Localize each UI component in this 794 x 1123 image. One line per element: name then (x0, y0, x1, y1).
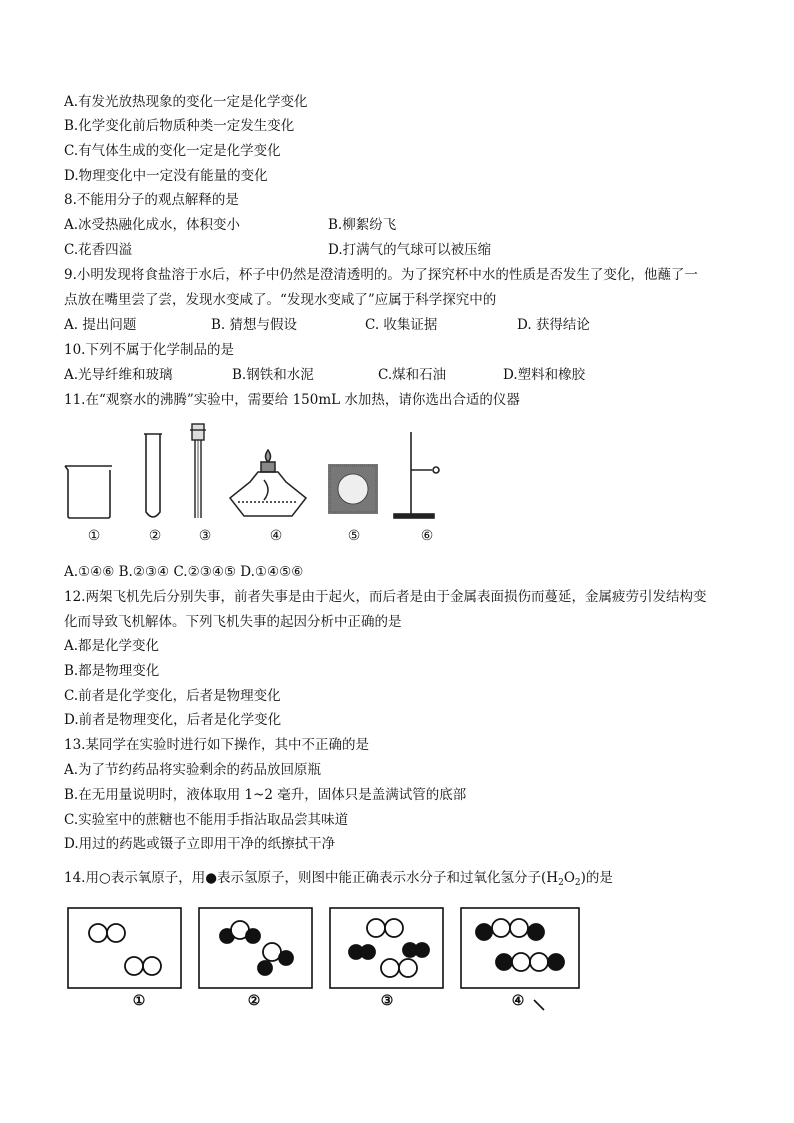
q7-option-c: C.有气体生成的变化一定是化学变化 (64, 143, 281, 159)
q12-option-c: C.前者是化学变化，后者是物理变化 (64, 688, 281, 704)
q14-stem-post: )的是 (580, 870, 613, 886)
q14-label-4: ④ (511, 993, 525, 1009)
q13-option-d: D.用过的药匙或镊子立即用干净的纸擦拭干净 (64, 836, 336, 852)
q14-stem (64, 870, 613, 891)
q12-option-a: A.都是化学变化 (64, 638, 160, 654)
tube-holder-icon (190, 424, 206, 518)
q10-option-b: B.钢铁和水泥 (232, 367, 314, 383)
q8-stem: 8.不能用分子的观点解释的是 (64, 192, 239, 208)
q8-option-c: C.花香四溢 (64, 242, 133, 258)
q14-formula-h: H (546, 870, 559, 886)
beaker-icon (65, 466, 112, 518)
q9-option-a: A. 提出问题 (64, 317, 137, 333)
q11-label-3: ③ (198, 528, 212, 544)
q11-apparatus-figure (60, 420, 450, 525)
q12-stem-line2: 化而导致飞机解体。下列飞机失事的起因分析中正确的是 (64, 614, 402, 630)
q8-option-a: A.冰受热融化成水，体积变小 (64, 217, 241, 233)
q12-option-b: B.都是物理变化 (64, 663, 160, 679)
q8-option-d: D.打满气的气球可以被压缩 (328, 242, 492, 258)
q14-label-2: ② (247, 993, 261, 1009)
q7-option-b: B.化学变化前后物质种类一定发生变化 (64, 118, 295, 134)
q11-label-4: ④ (269, 528, 283, 544)
q14-stem-pre: 14.用○表示氧原子，用●表示氢原子，则图中能正确表示水分子和过氧化氢分子( (64, 870, 547, 886)
q10-stem: 10.下列不属于化学制品的是 (64, 342, 234, 358)
q11-options: A.①④⑥ B.②③④ C.②③④⑤ D.①④⑤⑥ (64, 564, 304, 580)
q14-label-3: ③ (380, 993, 394, 1009)
q11-label-6: ⑥ (420, 528, 434, 544)
q14-formula-o: O (563, 870, 575, 886)
q13-option-c: C.实验室中的蔗糖也不能用手指沾取品尝其味道 (64, 812, 349, 828)
q13-stem: 13.某同学在实验时进行如下操作，其中不正确的是 (64, 737, 369, 753)
q7-option-a: A.有发光放热现象的变化一定是化学变化 (64, 94, 308, 110)
alcohol-lamp-icon (230, 450, 306, 516)
q10-option-c: C.煤和石油 (378, 367, 447, 383)
q12-option-d: D.前者是物理变化，后者是化学变化 (64, 712, 282, 728)
q11-label-2: ② (148, 528, 162, 544)
q9-stem-line1: 9.小明发现将食盐溶于水后，杯子中仍然是澄清透明的。为了探究杯中水的性质是否发生了变化，他蘸了一 (64, 267, 698, 283)
q14-formula-sub-1: 2 (558, 878, 564, 888)
q10-option-a: A.光导纤维和玻璃 (64, 367, 173, 383)
asbestos-net-icon (328, 464, 378, 514)
q14-box-2 (199, 908, 312, 988)
q14-formula-sub-2: 2 (574, 878, 581, 888)
q13-option-a: A.为了节约药品将实验剩余的药品放回原瓶 (64, 762, 322, 778)
q14-box-1 (68, 908, 181, 988)
q9-option-c: C. 收集证据 (365, 317, 438, 333)
q13-option-b: B.在无用量说明时，液体取用 1~2 毫升，固体只是盖满试管的底部 (64, 787, 467, 803)
stray-mark (534, 1000, 544, 1010)
q9-option-d: D. 获得结论 (517, 317, 590, 333)
q8-option-b: B.柳絮纷飞 (328, 217, 397, 233)
iron-stand-icon (394, 432, 439, 518)
test-tube-icon (144, 434, 162, 517)
q9-option-b: B. 猜想与假设 (211, 317, 298, 333)
q7-option-d: D.物理变化中一定没有能量的变化 (64, 168, 268, 184)
q11-stem: 11.在“观察水的沸腾”实验中，需要给 150mL 水加热，请你选出合适的仪器 (64, 392, 520, 408)
q11-label-1: ① (87, 528, 101, 544)
q11-label-5: ⑤ (347, 528, 361, 544)
q10-option-d: D.塑料和橡胶 (503, 367, 586, 383)
q9-stem-line2: 点放在嘴里尝了尝，发现水变咸了。“发现水变咸了”应属于科学探究中的 (64, 292, 497, 308)
q12-stem-line1: 12.两架飞机先后分别失事，前者失事是由于起火，而后者是由于金属表面损伤而蔓延，金属疲劳引发结构变 (64, 589, 707, 605)
q14-label-1: ① (132, 993, 146, 1009)
